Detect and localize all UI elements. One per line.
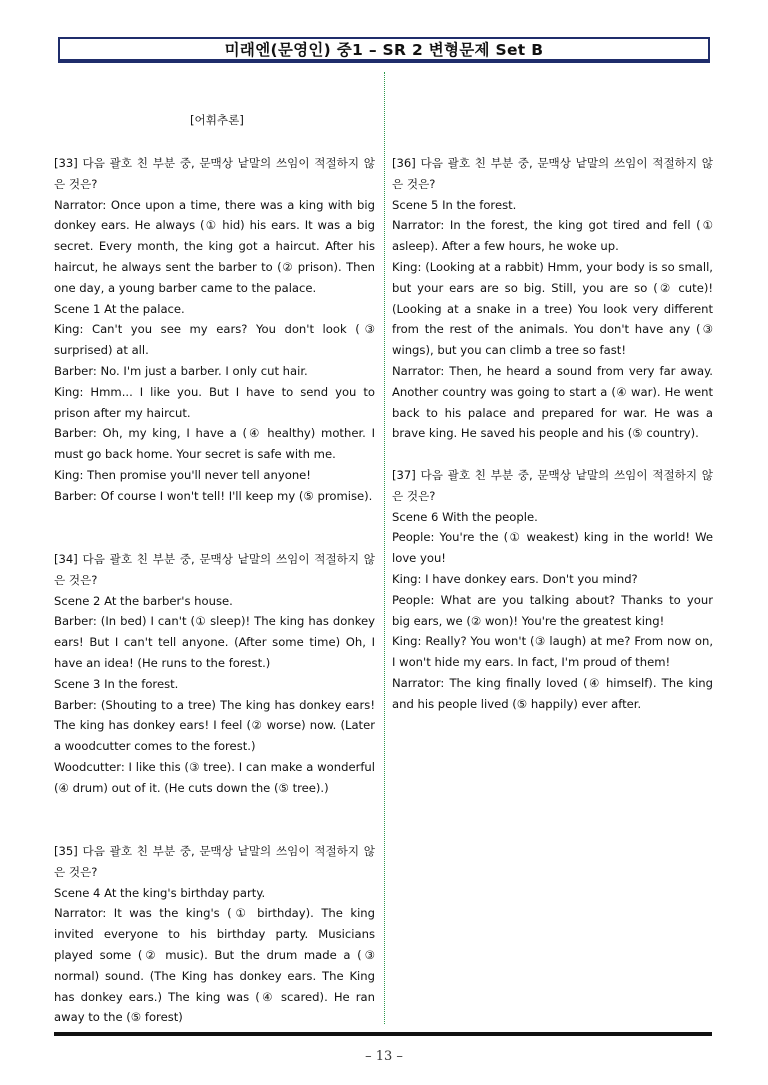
question-37 xyxy=(392,465,713,715)
passage-paragraph: King: Then promise you'll never tell anyone! xyxy=(54,467,311,482)
page-title xyxy=(58,37,710,63)
page-title-text: 미래엔(문영인) 중1 – SR 2 변형문제 Set B xyxy=(224,41,544,59)
page-number: – 13 – xyxy=(365,1049,403,1064)
passage-paragraph: King: (Looking at a rabbit) Hmm, your body is so small, but your ears are so big. Still, you are so (② cute)! (Looking at a snake in a tree) You look very different from the rest of the animals. You don't have any (③ wings), but you can climb a tree so fast! xyxy=(392,259,713,358)
passage-paragraph: Barber: Oh, my king, I have a (④ healthy) mother. I must go back home. Your secret is safe with me. xyxy=(54,426,375,462)
passage-paragraph: Scene 3 In the forest. xyxy=(54,676,179,691)
question-34 xyxy=(54,549,375,799)
question-35 xyxy=(54,841,375,1028)
passage-paragraph: Scene 5 In the forest. xyxy=(392,197,517,212)
passage-paragraph: King: Can't you see my ears? You don't look (③ surprised) at all. xyxy=(54,322,375,358)
passage-paragraph: Scene 2 At the barber's house. xyxy=(54,593,233,608)
passage-paragraph: Scene 6 With the people. xyxy=(392,509,538,524)
question-33 xyxy=(54,153,375,507)
passage-paragraph: Narrator: The king finally loved (④ himself). The king and his people lived (⑤ happily) ever after. xyxy=(392,675,713,711)
passage-paragraph: People: What are you talking about? Thanks to your big ears, we (② won)! You're the greatest king! xyxy=(392,592,713,628)
passage-paragraph: People: You're the (① weakest) king in the world! We love you! xyxy=(392,530,713,566)
passage-paragraph: Barber: (In bed) I can't (① sleep)! The king has donkey ears! But I can't tell anyone. (After some time) Oh, I have an idea! (He runs to the forest.) xyxy=(54,614,375,670)
passage-paragraph: Woodcutter: I like this (③ tree). I can make a wonderful (④ drum) out of it. (He cuts down the (⑤ tree).) xyxy=(54,759,375,795)
passage-paragraph: Scene 4 At the king's birthday party. xyxy=(54,885,266,900)
question-prompt: [35] 다음 괄호 친 부분 중, 문맥상 낱말의 쓰임이 적절하지 않은 것은? xyxy=(54,844,375,879)
passage-paragraph: Narrator: Then, he heard a sound from very far away. Another country was going to start a (④ war). He went back to his palace and prepared for war. He was a brave king. He saved his people and his (⑤ country). xyxy=(392,363,713,441)
passage-paragraph: King: I have donkey ears. Don't you mind? xyxy=(392,571,638,586)
passage-paragraph: Narrator: It was the king's (① birthday). The king invited everyone to his birthday party. Musicians played some (② music). But the drum made a (③ normal) sound. (The King has donkey ears. The King has donkey ears.) The king was (④ scared). He ran away to the (⑤ forest) xyxy=(54,906,375,1025)
passage-paragraph: Barber: Of course I won't tell! I'll keep my (⑤ promise). xyxy=(54,488,373,503)
question-prompt: [33] 다음 괄호 친 부분 중, 문맥상 낱말의 쓰임이 적절하지 않은 것은? xyxy=(54,156,375,191)
column-divider xyxy=(384,72,385,1024)
passage-paragraph: Narrator: Once upon a time, there was a king with big donkey ears. He always (① hid) his ears. It was a big secret. Every month, the king got a haircut. After his haircut, he always sent the barber to (② prison). Then one day, a young barber came to the palace. xyxy=(54,197,375,295)
question-prompt: [36] 다음 괄호 친 부분 중, 문맥상 낱말의 쓰임이 적절하지 않은 것은? xyxy=(392,156,713,191)
question-prompt: [34] 다음 괄호 친 부분 중, 문맥상 낱말의 쓰임이 적절하지 않은 것은? xyxy=(54,552,375,587)
question-36 xyxy=(392,153,713,444)
footer-rule xyxy=(54,1032,712,1036)
section-label: [어휘추론] xyxy=(190,113,244,127)
question-prompt: [37] 다음 괄호 친 부분 중, 문맥상 낱말의 쓰임이 적절하지 않은 것은? xyxy=(392,468,713,503)
passage-paragraph: King: Hmm... I like you. But I have to send you to prison after my haircut. xyxy=(54,384,375,420)
passage-paragraph: Barber: No. I'm just a barber. I only cut hair. xyxy=(54,363,308,378)
passage-paragraph: Scene 1 At the palace. xyxy=(54,301,185,316)
passage-paragraph: Narrator: In the forest, the king got tired and fell (① asleep). After a few hours, he woke up. xyxy=(392,218,713,254)
passage-paragraph: Barber: (Shouting to a tree) The king has donkey ears! The king has donkey ears! I feel (② worse) now. (Later a woodcutter comes to the forest.) xyxy=(54,697,375,754)
passage-paragraph: King: Really? You won't (③ laugh) at me? From now on, I won't hide my ears. In fact, I'm proud of them! xyxy=(392,634,713,670)
